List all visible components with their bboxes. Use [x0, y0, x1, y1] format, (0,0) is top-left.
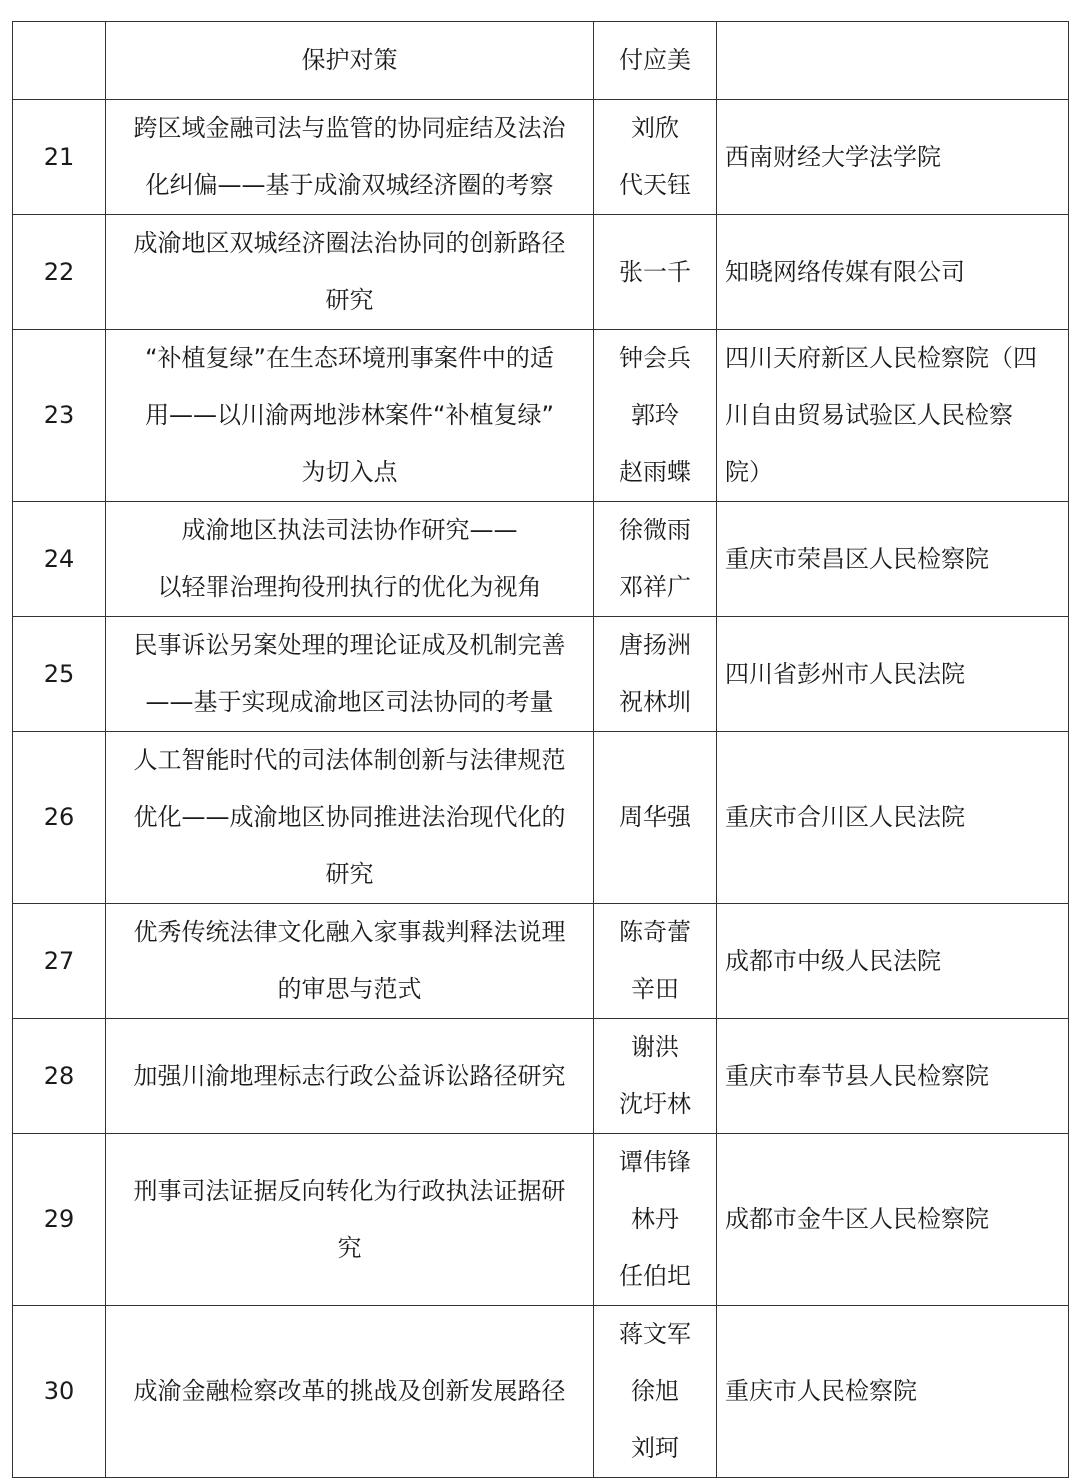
paper-title-line: 刑事司法证据反向转化为行政执法证据研 [133, 1176, 566, 1205]
author-name: 郭玲 [631, 401, 679, 429]
organization-cell [717, 330, 1069, 502]
author-name: 林丹 [631, 1205, 679, 1233]
table-row [13, 1306, 1069, 1478]
row-number-cell [13, 215, 106, 330]
organization-line: 重庆市人民检察院 [725, 1377, 917, 1405]
author-name: 任伯圯 [619, 1262, 691, 1290]
author-name: 周华强 [619, 803, 691, 831]
paper-title-line: 民事诉讼另案处理的理论证成及机制完善 [133, 631, 566, 659]
organization-line: 成都市金牛区人民检察院 [725, 1205, 989, 1233]
paper-title-line: 成渝地区执法司法协作研究—— [181, 516, 518, 544]
paper-title-cell [106, 1019, 594, 1134]
author-name: 钟会兵 [619, 344, 691, 372]
organization-line: 重庆市奉节县人民检察院 [725, 1061, 989, 1090]
award-table-body [13, 22, 1069, 1478]
row-number-cell [13, 732, 106, 904]
row-number-cell [13, 1019, 106, 1134]
authors-cell [594, 1134, 717, 1306]
paper-title-line: 跨区域金融司法与监管的协同症结及法治 [133, 114, 566, 142]
table-row [13, 1019, 1069, 1134]
author-name: 邓祥广 [619, 573, 691, 601]
row-number-cell [13, 617, 106, 732]
organization-line: 重庆市荣昌区人民检察院 [725, 544, 989, 573]
paper-title-cell [106, 1134, 594, 1306]
authors-cell [594, 904, 717, 1019]
row-number: 29 [43, 1205, 75, 1233]
paper-title-cell [106, 100, 594, 215]
row-number: 25 [43, 659, 75, 688]
organization-cell [717, 502, 1069, 617]
paper-title-cell [106, 22, 594, 100]
row-number-cell [13, 502, 106, 617]
paper-title-line: 研究 [325, 286, 374, 314]
row-number-cell [13, 1134, 106, 1306]
table-row [13, 904, 1069, 1019]
paper-title-line: 研究 [325, 860, 374, 888]
table-row [13, 22, 1069, 100]
row-number: 27 [43, 946, 75, 975]
organization-cell [717, 904, 1069, 1019]
paper-title-line: 加强川渝地理标志行政公益诉讼路径研究 [133, 1061, 566, 1090]
row-number-cell [13, 1306, 106, 1478]
award-list-table [12, 21, 1069, 1478]
paper-title-cell [106, 617, 594, 732]
organization-line: 川自由贸易试验区人民检察 [725, 401, 1013, 429]
author-name: 刘欣 [631, 114, 679, 142]
row-number: 21 [43, 142, 75, 171]
row-number: 24 [43, 544, 75, 573]
table-row [13, 100, 1069, 215]
paper-title-line: 以轻罪治理拘役刑执行的优化为视角 [157, 573, 542, 601]
author-name: 赵雨蝶 [619, 458, 691, 486]
paper-title-line: 的审思与范式 [277, 975, 422, 1003]
paper-title-line: “补植复绿”在生态环境刑事案件中的适 [145, 344, 554, 372]
organization-cell [717, 617, 1069, 732]
table-row [13, 330, 1069, 502]
table-row [13, 617, 1069, 732]
authors-cell [594, 1019, 717, 1134]
organization-line: 成都市中级人民法院 [725, 946, 941, 975]
authors-cell [594, 215, 717, 330]
organization-cell [717, 22, 1069, 100]
table-row [13, 502, 1069, 617]
paper-title-line: 人工智能时代的司法体制创新与法律规范 [133, 746, 566, 774]
authors-cell [594, 502, 717, 617]
paper-title-cell [106, 330, 594, 502]
organization-line: 知晓网络传媒有限公司 [725, 257, 965, 286]
organization-cell [717, 732, 1069, 904]
row-number: 30 [43, 1377, 75, 1405]
paper-title-cell [106, 502, 594, 617]
author-name: 沈圩林 [619, 1090, 691, 1118]
paper-title-cell [106, 904, 594, 1019]
authors-cell [594, 617, 717, 732]
author-name: 唐扬洲 [619, 631, 691, 659]
organization-cell [717, 1134, 1069, 1306]
paper-title-cell [106, 1306, 594, 1478]
paper-title-line: 优化——成渝地区协同推进法治现代化的 [133, 803, 566, 831]
organization-line: 四川天府新区人民检察院（四 [725, 344, 1037, 372]
author-name: 刘珂 [631, 1434, 679, 1462]
organization-line: 西南财经大学法学院 [725, 142, 941, 171]
paper-title-line: 用——以川渝两地涉林案件“补植复绿” [145, 401, 554, 429]
row-number-cell [13, 330, 106, 502]
row-number-cell [13, 22, 106, 100]
paper-title-line: 化纠偏——基于成渝双城经济圈的考察 [145, 171, 554, 199]
author-name: 蒋文军 [619, 1320, 691, 1348]
row-number: 28 [43, 1061, 75, 1090]
paper-title-line: 为切入点 [301, 458, 398, 486]
paper-title-line: 成渝地区双城经济圈法治协同的创新路径 [133, 229, 566, 257]
authors-cell [594, 1306, 717, 1478]
authors-cell [594, 330, 717, 502]
paper-title-line: 究 [337, 1233, 362, 1262]
authors-cell [594, 732, 717, 904]
table-row [13, 732, 1069, 904]
paper-title-cell [106, 215, 594, 330]
organization-line: 重庆市合川区人民法院 [725, 803, 965, 831]
author-name: 代天钰 [619, 171, 691, 199]
organization-line: 四川省彭州市人民法院 [725, 659, 965, 688]
row-number: 22 [43, 257, 75, 286]
row-number: 23 [43, 401, 75, 429]
author-name: 辛田 [631, 975, 679, 1003]
paper-title-line: 优秀传统法律文化融入家事裁判释法说理 [133, 918, 566, 946]
paper-title-line: 成渝金融检察改革的挑战及创新发展路径 [133, 1377, 566, 1405]
author-name: 付应美 [619, 46, 691, 74]
author-name: 谭伟锋 [619, 1148, 691, 1176]
table-row [13, 1134, 1069, 1306]
paper-title-line: 保护对策 [301, 46, 398, 74]
organization-cell [717, 1306, 1069, 1478]
table-row [13, 215, 1069, 330]
organization-cell [717, 1019, 1069, 1134]
row-number-cell [13, 100, 106, 215]
author-name: 徐微雨 [619, 516, 691, 544]
author-name: 陈奇蕾 [619, 918, 691, 946]
authors-cell [594, 22, 717, 100]
organization-cell [717, 100, 1069, 215]
author-name: 徐旭 [631, 1377, 679, 1405]
row-number-cell [13, 904, 106, 1019]
organization-cell [717, 215, 1069, 330]
organization-line: 院） [725, 458, 773, 486]
authors-cell [594, 100, 717, 215]
row-number: 26 [43, 803, 75, 831]
author-name: 张一千 [619, 257, 691, 286]
author-name: 祝林圳 [619, 688, 691, 716]
author-name: 谢洪 [631, 1033, 679, 1061]
paper-title-line: ——基于实现成渝地区司法协同的考量 [145, 688, 554, 716]
paper-title-cell [106, 732, 594, 904]
